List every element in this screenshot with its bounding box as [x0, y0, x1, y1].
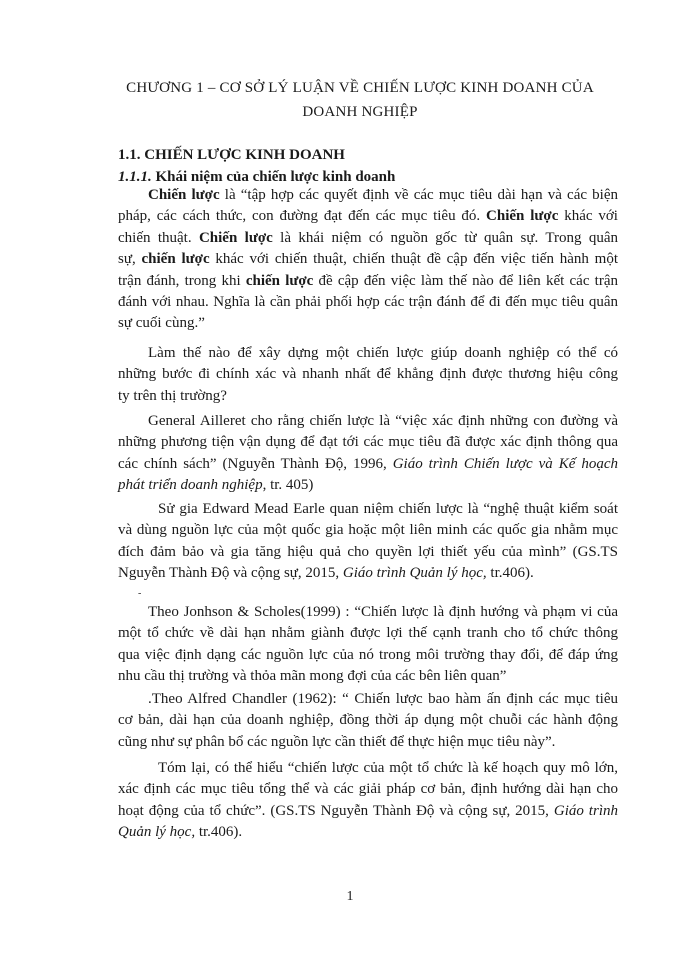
text-line: đánh với nhau. Nghĩa là cần phải phối hợp các trận đánh để đi đến mục tiêu quân — [118, 294, 618, 311]
citation-title: Quản lý học, — [118, 824, 196, 841]
text-line: và dùng nguồn lực của một quốc gia hoặc một liên minh các quốc gia nhằm mục — [118, 522, 618, 539]
text-line: Tóm lại, có thể hiểu “chiến lược của một tổ chức là kế hoạch quy mô lớn, — [158, 760, 618, 776]
text-line: Làm thế nào để xây dựng một chiến lược giúp doanh nghiệp có thể có — [148, 345, 618, 361]
term-strategy: Chiến lược — [486, 208, 559, 225]
text-line — [118, 822, 618, 843]
text-line — [118, 249, 618, 270]
text-run: khác với chiến thuật, chiến thuật đề cập đến việc tiến hành một — [209, 251, 619, 268]
citation-title: Giáo trình Chiến lược và Kế hoạch — [392, 455, 618, 472]
text-line — [118, 454, 618, 475]
text-run: , tr. 405) — [262, 477, 314, 494]
citation-title: phát triển doanh nghiệp — [118, 477, 263, 494]
text-line — [118, 185, 618, 206]
text-line: qua việc định dạng các nguồn lực của nó trong môi trường thay đổi, để đáp ứng — [118, 646, 618, 663]
text-line: những phương tiện vận dụng để đạt tới các mục tiêu đã được xác định thông qua — [118, 434, 618, 451]
text-line: General Ailleret cho rằng chiến lược là “việc xác định những con đường và — [148, 413, 618, 429]
citation-title: Giáo trình Quản lý học, — [342, 565, 487, 582]
paragraph-ailleret — [118, 411, 618, 497]
paragraph-summary — [118, 758, 618, 844]
paragraph-definition — [118, 185, 618, 335]
text-run: tr.406). — [195, 824, 243, 841]
subsection-heading — [118, 169, 395, 186]
text-line: Theo Jonhson & Scholes(1999) : “Chiến lược là định hướng và phạm vi của — [148, 604, 618, 620]
text-run: là “tập hợp các quyết định về các mục tiêu dài hạn và các biện — [219, 187, 619, 203]
page-number: 1 — [346, 889, 354, 904]
chapter-title — [100, 76, 620, 124]
term-strategy: chiến lược — [141, 251, 210, 268]
section-heading: 1.1. CHIẾN LƯỢC KINH DOANH — [118, 147, 345, 163]
text-line: cũng như sự phân bổ các nguồn lực cần thiết để thực hiện mục tiêu này”. — [118, 733, 556, 750]
text-run: Nguyễn Thành Độ và cộng sự, 2015, — [118, 565, 343, 582]
text-line: sự cuối cùng.” — [118, 315, 205, 332]
subsection-number: 1.1.1. — [118, 169, 152, 185]
text-run: là khái niệm có nguồn gốc từ quân sự. Trong quân — [272, 229, 618, 246]
term-strategy: chiến lược — [245, 272, 314, 289]
citation-title: Giáo trình — [553, 802, 618, 819]
text-line — [118, 563, 618, 584]
paragraph-question — [118, 343, 618, 407]
text-line: một tổ chức về dài hạn nhằm giành được lợi thế cạnh tranh cho tổ chức thông — [118, 625, 618, 642]
text-line: nhu cầu thị trường và thỏa mãn mong đợi của các bên liên quan” — [118, 668, 507, 685]
term-strategy: Chiến lược — [148, 187, 220, 203]
chapter-title-line-2: DOANH NGHIỆP — [302, 104, 418, 120]
text-run: các chính sách” (Nguyễn Thành Độ, 1996, — [118, 455, 393, 472]
text-run: sự, — [118, 251, 142, 268]
text-run: chiến thuật. — [118, 229, 199, 246]
text-run: pháp, các cách thức, con đường đạt đến các mục tiêu đó. — [118, 208, 487, 225]
text-line — [118, 475, 618, 496]
text-run: đề cập đến việc làm thế nào để liên kết các trận — [313, 272, 618, 289]
chapter-title-line-1: CHƯƠNG 1 – CƠ SỞ LÝ LUẬN VỀ CHIẾN LƯỢC KINH DOANH CỦA — [126, 80, 594, 96]
text-line: Sử gia Edward Mead Earle quan niệm chiến lược là “nghệ thuật kiểm soát — [158, 501, 618, 517]
text-line — [118, 206, 618, 227]
text-run: hoạt động của tổ chức”. (GS.TS Nguyễn Thành Độ và cộng sự, 2015, — [118, 802, 554, 819]
paragraph-chandler — [118, 689, 618, 753]
paragraph-earle — [118, 499, 618, 585]
subsection-title: Khái niệm của chiến lược kinh doanh — [155, 169, 396, 185]
stray-dash-mark: - — [138, 588, 142, 599]
text-line: cơ bản, dài hạn của doanh nghiệp, đồng thời áp dụng một chuỗi các hành động — [118, 712, 618, 729]
text-run: trận đánh, trong khi — [118, 272, 246, 289]
text-line — [118, 801, 618, 822]
text-line — [118, 271, 618, 292]
text-line — [118, 228, 618, 249]
text-line: đích đảm bảo và gia tăng hiệu quả cho quyền lợi thiết yếu của mình” (GS.TS — [118, 543, 618, 560]
paragraph-johnson-scholes — [118, 602, 618, 688]
text-line: những bước đi chính xác và nhanh nhất để khẳng định được thương hiệu công — [118, 366, 618, 383]
text-run: tr.406). — [486, 565, 534, 582]
text-line: xác định các mục tiêu tổng thể và các giải pháp cơ bản, định hướng dài hạn cho — [118, 781, 618, 798]
text-line: .Theo Alfred Chandler (1962): “ Chiến lược bao hàm ấn định các mục tiêu — [148, 691, 618, 707]
term-strategy: Chiến lược — [198, 229, 273, 246]
text-run: khác với — [558, 208, 618, 225]
text-line: ty trên thị trường? — [118, 387, 227, 404]
